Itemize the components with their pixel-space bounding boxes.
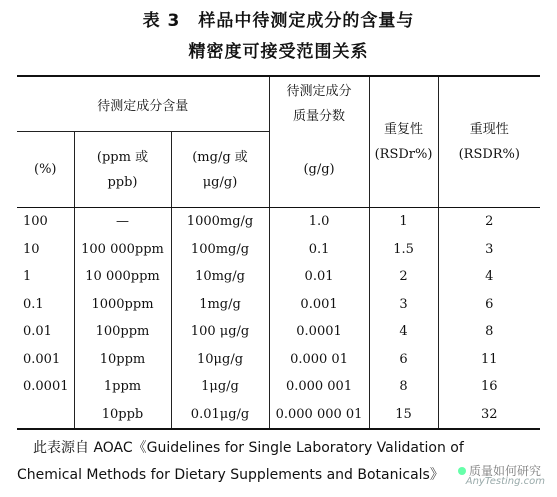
table-row bbox=[17, 346, 540, 374]
cell-percent: 0.001 bbox=[17, 346, 74, 374]
cell-mgg: 100 μg/g bbox=[171, 318, 269, 346]
header-mgg-line1: (mg/g 或 bbox=[192, 149, 248, 165]
cell-gg: 1.0 bbox=[269, 208, 369, 236]
table-row bbox=[17, 373, 540, 401]
cell-rsdr: 8 bbox=[369, 373, 438, 401]
table-title-line1: 表 3 样品中待测定成分的含量与 bbox=[142, 11, 415, 31]
cell-mgg: 10mg/g bbox=[171, 263, 269, 291]
table-title-line2: 精密度可接受范围关系 bbox=[188, 42, 369, 62]
cell-rsdR: 32 bbox=[438, 401, 540, 430]
source-note-line1: 此表源自 AOAC《Guidelines for Single Laboratory Validation of bbox=[33, 440, 464, 456]
header-reproducibility-line1: 重现性 bbox=[469, 122, 509, 137]
cell-gg: 0.0001 bbox=[269, 318, 369, 346]
cell-gg: 0.000 01 bbox=[269, 346, 369, 374]
header-mass-fraction bbox=[269, 76, 369, 132]
cell-gg: 0.000 001 bbox=[269, 373, 369, 401]
cell-rsdr: 1 bbox=[369, 208, 438, 236]
header-percent: (%) bbox=[17, 132, 74, 208]
cell-ppm: 100 000ppm bbox=[74, 236, 171, 264]
header-mgg-line2: μg/g) bbox=[202, 174, 238, 190]
cell-rsdr: 2 bbox=[369, 263, 438, 291]
table-row bbox=[17, 263, 540, 291]
header-mass-fraction-line1: 待测定成分 bbox=[286, 84, 352, 100]
cell-ppm: 100ppm bbox=[74, 318, 171, 346]
table-row bbox=[17, 208, 540, 236]
table-row bbox=[17, 318, 540, 346]
cell-rsdR: 11 bbox=[438, 346, 540, 374]
cell-ppm: 10ppm bbox=[74, 346, 171, 374]
cell-percent: 0.01 bbox=[17, 318, 74, 346]
table-row bbox=[17, 401, 540, 430]
header-reproducibility-line2: (RSDR%) bbox=[458, 147, 520, 162]
header-content-group: 待测定成分含量 bbox=[17, 76, 269, 132]
cell-gg: 0.000 000 01 bbox=[269, 401, 369, 430]
cell-percent: 0.0001 bbox=[17, 373, 74, 401]
header-reproducibility bbox=[438, 76, 540, 208]
cell-mgg: 0.01μg/g bbox=[171, 401, 269, 430]
cell-ppm: 1000ppm bbox=[74, 291, 171, 319]
cell-mgg: 10μg/g bbox=[171, 346, 269, 374]
header-repeatability bbox=[369, 76, 438, 208]
cell-percent: 10 bbox=[17, 236, 74, 264]
cell-rsdr: 15 bbox=[369, 401, 438, 430]
cell-gg: 0.01 bbox=[269, 263, 369, 291]
header-mass-fraction-line2: 质量分数 bbox=[293, 109, 346, 125]
wechat-icon bbox=[458, 467, 466, 475]
table-row bbox=[17, 236, 540, 264]
cell-rsdr: 1.5 bbox=[369, 236, 438, 264]
header-ppm bbox=[74, 132, 171, 208]
cell-percent: 1 bbox=[17, 263, 74, 291]
cell-percent: 0.1 bbox=[17, 291, 74, 319]
cell-percent bbox=[17, 401, 74, 430]
cell-rsdr: 4 bbox=[369, 318, 438, 346]
cell-mgg: 100mg/g bbox=[171, 236, 269, 264]
header-gg: (g/g) bbox=[269, 132, 369, 208]
header-repeatability-line1: 重复性 bbox=[384, 122, 424, 137]
cell-ppm: 10 000ppm bbox=[74, 263, 171, 291]
cell-ppm: 10ppb bbox=[74, 401, 171, 430]
watermark-site: AnyTesting.com bbox=[465, 476, 545, 487]
cell-rsdR: 3 bbox=[438, 236, 540, 264]
header-ppm-line1: (ppm 或 bbox=[96, 149, 149, 165]
cell-rsdR: 6 bbox=[438, 291, 540, 319]
cell-rsdr: 3 bbox=[369, 291, 438, 319]
cell-rsdR: 16 bbox=[438, 373, 540, 401]
table-row bbox=[17, 291, 540, 319]
cell-percent: 100 bbox=[17, 208, 74, 236]
cell-gg: 0.1 bbox=[269, 236, 369, 264]
watermark-text: 质量如何研究 bbox=[468, 464, 541, 478]
precision-table bbox=[17, 75, 540, 430]
cell-ppm: 1ppm bbox=[74, 373, 171, 401]
cell-mgg: 1μg/g bbox=[171, 373, 269, 401]
source-note-line2: Chemical Methods for Dietary Supplements and Botanicals》 bbox=[17, 467, 444, 483]
cell-rsdR: 2 bbox=[438, 208, 540, 236]
header-repeatability-line2: (RSDr%) bbox=[374, 147, 433, 162]
cell-rsdr: 6 bbox=[369, 346, 438, 374]
cell-gg: 0.001 bbox=[269, 291, 369, 319]
cell-mgg: 1mg/g bbox=[171, 291, 269, 319]
cell-rsdR: 8 bbox=[438, 318, 540, 346]
cell-mgg: 1000mg/g bbox=[171, 208, 269, 236]
header-mgg bbox=[171, 132, 269, 208]
header-ppm-line2: ppb) bbox=[107, 174, 138, 190]
cell-ppm: — bbox=[74, 208, 171, 236]
cell-rsdR: 4 bbox=[438, 263, 540, 291]
